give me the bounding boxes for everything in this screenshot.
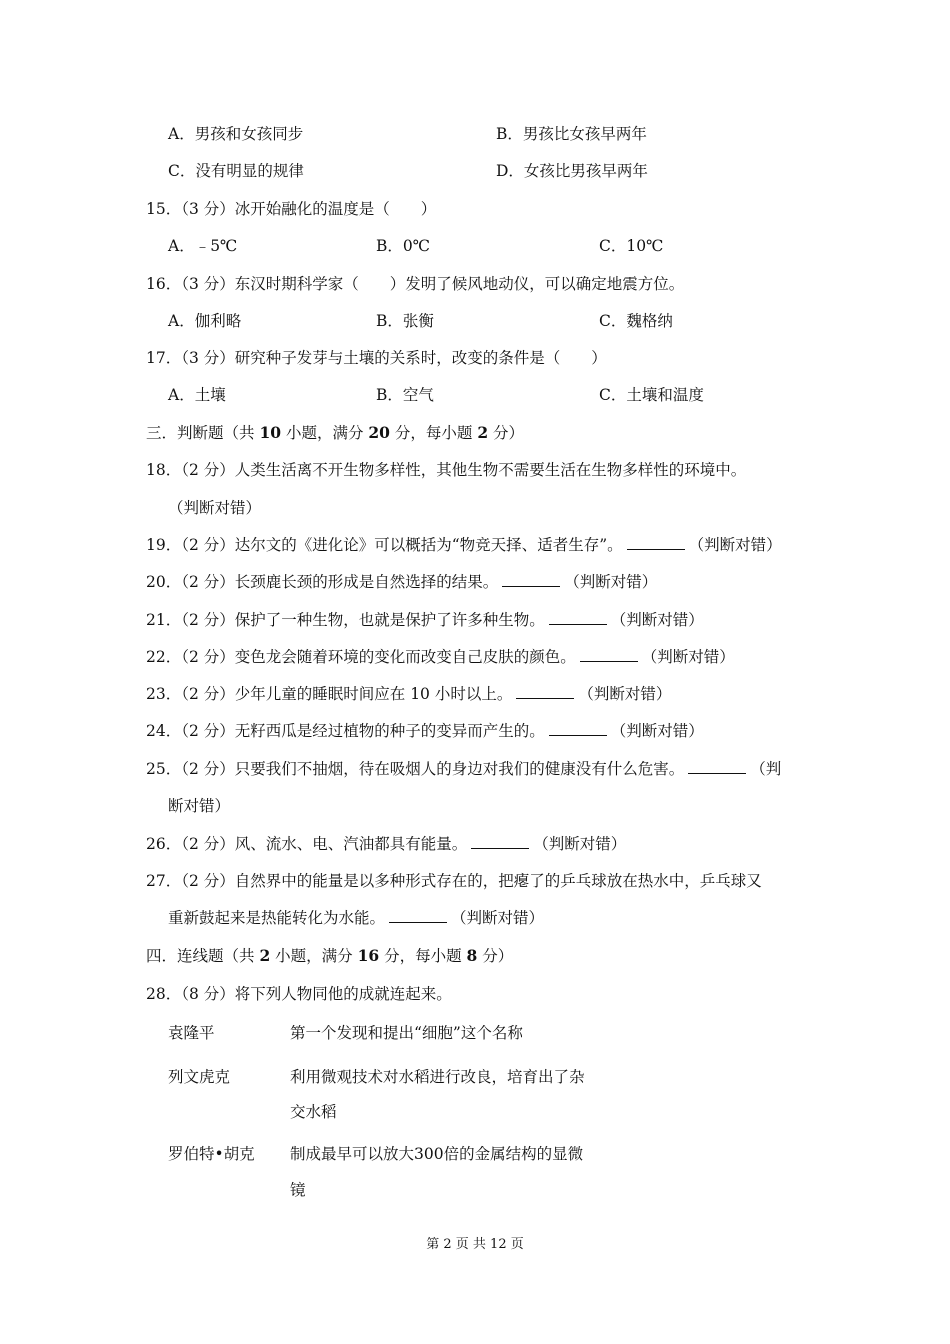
q25-line-1 — [146, 758, 781, 780]
q20-judge-label: （判断对错） — [564, 573, 658, 591]
section-4-total: 16 — [357, 946, 380, 965]
q17-option-c: C．土壤和温度 — [599, 386, 704, 404]
section-4-suffix: 分） — [477, 947, 514, 965]
q28-achievement-2-line-1[interactable]: 利用微观技术对水稻进行改良，培育出了杂 — [290, 1068, 585, 1086]
section-3-mid2: 分，每小题 — [389, 424, 478, 442]
q25-answer-blank[interactable] — [688, 759, 746, 774]
section-3-prefix: 三．判断题（共 — [146, 424, 260, 442]
q19 — [146, 534, 782, 556]
q27-line-1: 27．（2 分）自然界中的能量是以多种形式存在的，把瘪了的乒乓球放在热水中，乒乓球又 — [146, 872, 762, 890]
q25-text: 25．（2 分）只要我们不抽烟，待在吸烟人的身边对我们的健康没有什么危害。 — [146, 760, 685, 778]
section-4-heading — [146, 945, 513, 967]
q16-option-a: A．伽利略 — [168, 312, 242, 330]
q15-option-c: C．10℃ — [599, 237, 664, 255]
section-4-prefix: 四．连线题（共 — [146, 947, 260, 965]
section-4-count: 2 — [259, 946, 271, 965]
q28-achievement-3-line-1[interactable]: 制成最早可以放大300倍的金属结构的显微 — [290, 1145, 584, 1163]
q14-option-b: B．男孩比女孩早两年 — [496, 125, 647, 143]
section-3-mid1: 小题，满分 — [281, 424, 369, 442]
q17-stem: 17．（3 分）研究种子发芽与土壤的关系时，改变的条件是（ ） — [146, 349, 607, 367]
q21-answer-blank[interactable] — [549, 610, 607, 625]
q26-judge-label: （判断对错） — [533, 835, 627, 853]
q27-line-2 — [168, 907, 544, 929]
q21-judge-label: （判断对错） — [610, 611, 704, 629]
q15-stem: 15．（3 分）冰开始融化的温度是（ ） — [146, 200, 437, 218]
q21 — [146, 609, 704, 631]
q21-text: 21．（2 分）保护了一种生物，也就是保护了许多种生物。 — [146, 611, 545, 629]
q23-text: 23．（2 分）少年儿童的睡眠时间应在 10 小时以上。 — [146, 685, 513, 703]
q19-text: 19．（2 分）达尔文的《进化论》可以概括为“物竞天择、适者生存”。 — [146, 536, 623, 554]
q14-option-d: D．女孩比男孩早两年 — [496, 162, 648, 180]
q28-achievement-2-line-2[interactable]: 交水稻 — [290, 1103, 337, 1121]
q28-person-3[interactable]: 罗伯特•胡克 — [168, 1145, 255, 1163]
q26-text: 26．（2 分）风、流水、电、汽油都具有能量。 — [146, 835, 468, 853]
q28-person-1[interactable]: 袁隆平 — [168, 1024, 215, 1042]
q28-achievement-3-line-2[interactable]: 镜 — [290, 1181, 306, 1199]
page-footer: 第 2 页 共 12 页 — [426, 1237, 524, 1252]
q24 — [146, 720, 704, 742]
q24-text: 24．（2 分）无籽西瓜是经过植物的种子的变异而产生的。 — [146, 722, 545, 740]
q20 — [146, 571, 657, 593]
q24-judge-label: （判断对错） — [610, 722, 704, 740]
q17-option-a: A．土壤 — [168, 386, 226, 404]
q19-judge-label: （判断对错） — [688, 536, 782, 554]
q14-option-c: C．没有明显的规律 — [168, 162, 304, 180]
q28-stem: 28．（8 分）将下列人物同他的成就连起来。 — [146, 985, 452, 1003]
q28-achievement-1[interactable]: 第一个发现和提出“细胞”这个名称 — [290, 1024, 523, 1042]
q26-answer-blank[interactable] — [471, 834, 529, 849]
q22-judge-label: （判断对错） — [641, 648, 735, 666]
q15-option-b: B．0℃ — [376, 237, 431, 255]
q22-answer-blank[interactable] — [580, 647, 638, 662]
section-3-each: 2 — [477, 423, 489, 442]
q14-option-a: A．男孩和女孩同步 — [168, 125, 304, 143]
section-4-mid1: 小题，满分 — [270, 947, 358, 965]
q17-option-b: B．空气 — [376, 386, 434, 404]
q27-judge-label: （判断对错） — [451, 909, 545, 927]
q23-answer-blank[interactable] — [516, 684, 574, 699]
q28-person-2[interactable]: 列文虎克 — [168, 1068, 231, 1086]
section-4-each: 8 — [466, 946, 478, 965]
q25-line-1-end: （判 — [750, 760, 782, 778]
q16-stem: 16．（3 分）东汉时期科学家（ ）发明了候风地动仪，可以确定地震方位。 — [146, 275, 685, 293]
q23-judge-label: （判断对错） — [578, 685, 672, 703]
q24-answer-blank[interactable] — [549, 721, 607, 736]
section-4-mid2: 分，每小题 — [379, 947, 467, 965]
q18-line-1: 18．（2 分）人类生活离不开生物多样性，其他生物不需要生活在生物多样性的环境中。 — [146, 461, 747, 479]
q26 — [146, 833, 626, 855]
q23 — [146, 683, 671, 705]
q27-answer-blank[interactable] — [389, 908, 447, 923]
q16-option-b: B．张衡 — [376, 312, 434, 330]
q20-text: 20．（2 分）长颈鹿长颈的形成是自然选择的结果。 — [146, 573, 499, 591]
q22-text: 22．（2 分）变色龙会随着环境的变化而改变自己皮肤的颜色。 — [146, 648, 576, 666]
section-3-heading — [146, 422, 524, 444]
q18-line-2: （判断对错） — [168, 499, 262, 517]
q15-option-a: A．﹣5℃ — [168, 237, 238, 255]
q16-option-c: C．魏格纳 — [599, 312, 673, 330]
q20-answer-blank[interactable] — [502, 572, 560, 587]
section-3-total: 20 — [368, 423, 390, 442]
section-3-suffix: 分） — [488, 424, 525, 442]
q25-line-2: 断对错） — [168, 797, 231, 815]
section-3-count: 10 — [259, 423, 282, 442]
q19-answer-blank[interactable] — [627, 535, 685, 550]
q27-text: 重新鼓起来是热能转化为水能。 — [168, 909, 386, 927]
q22 — [146, 646, 735, 668]
